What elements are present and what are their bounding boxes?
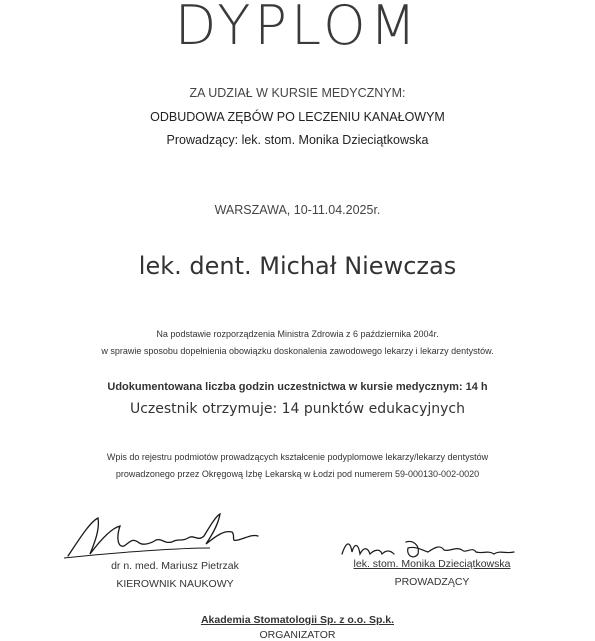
course-intro: ZA UDZIAŁ W KURSIE MEDYCZNYM: bbox=[189, 86, 406, 100]
legal-line-1: Na podstawie rozporządzenia Ministra Zdrowia z 6 października 2004r. bbox=[156, 329, 439, 339]
signature-left-image bbox=[60, 508, 270, 563]
organizer-role: ORGANIZATOR bbox=[259, 629, 336, 641]
course-instructor: Prowadzący: lek. stom. Monika Dzieciątkowska bbox=[166, 133, 429, 147]
registry-line-1: Wpis do rejestru podmiotów prowadzących kształcenie podyplomowe lekarzy/lekarzy dentystów bbox=[106, 452, 489, 462]
signature-left-role: KIEROWNIK NAUKOWY bbox=[116, 578, 234, 590]
points-statement: Uczestnik otrzymuje: 14 punktów edukacyjnych bbox=[129, 401, 465, 417]
diploma-title: DYPLOM bbox=[174, 0, 421, 57]
recipient-name: lek. dent. Michał Niewczas bbox=[138, 252, 457, 280]
registry-line-2: prowadzonego przez Okręgową Izbę Lekarską w Łodzi pod numerem 59-000130-002-0020 bbox=[115, 469, 480, 479]
signature-left-name: dr n. med. Mariusz Pietrzak bbox=[111, 560, 239, 572]
signature-right bbox=[332, 558, 532, 588]
legal-line-2: w sprawie sposobu dopełnienia obowiązku doskonalenia zawodowego lekarzy i lekarzy dentystów. bbox=[101, 346, 494, 356]
place-date: WARSZAWA, 10-11.04.2025r. bbox=[214, 203, 381, 217]
signature-right-role: PROWADZĄCY bbox=[394, 576, 470, 588]
organizer-name: Akademia Stomatologii Sp. z o.o. Sp.k. bbox=[200, 614, 395, 626]
signature-left bbox=[80, 560, 270, 590]
hours-statement: Udokumentowana liczba godzin uczestnictwa w kursie medycznym: 14 h bbox=[107, 381, 488, 393]
signature-right-name: lek. stom. Monika Dzieciątkowska bbox=[353, 558, 511, 570]
course-name: ODBUDOWA ZĘBÓW PO LECZENIU KANAŁOWYM bbox=[150, 110, 445, 124]
